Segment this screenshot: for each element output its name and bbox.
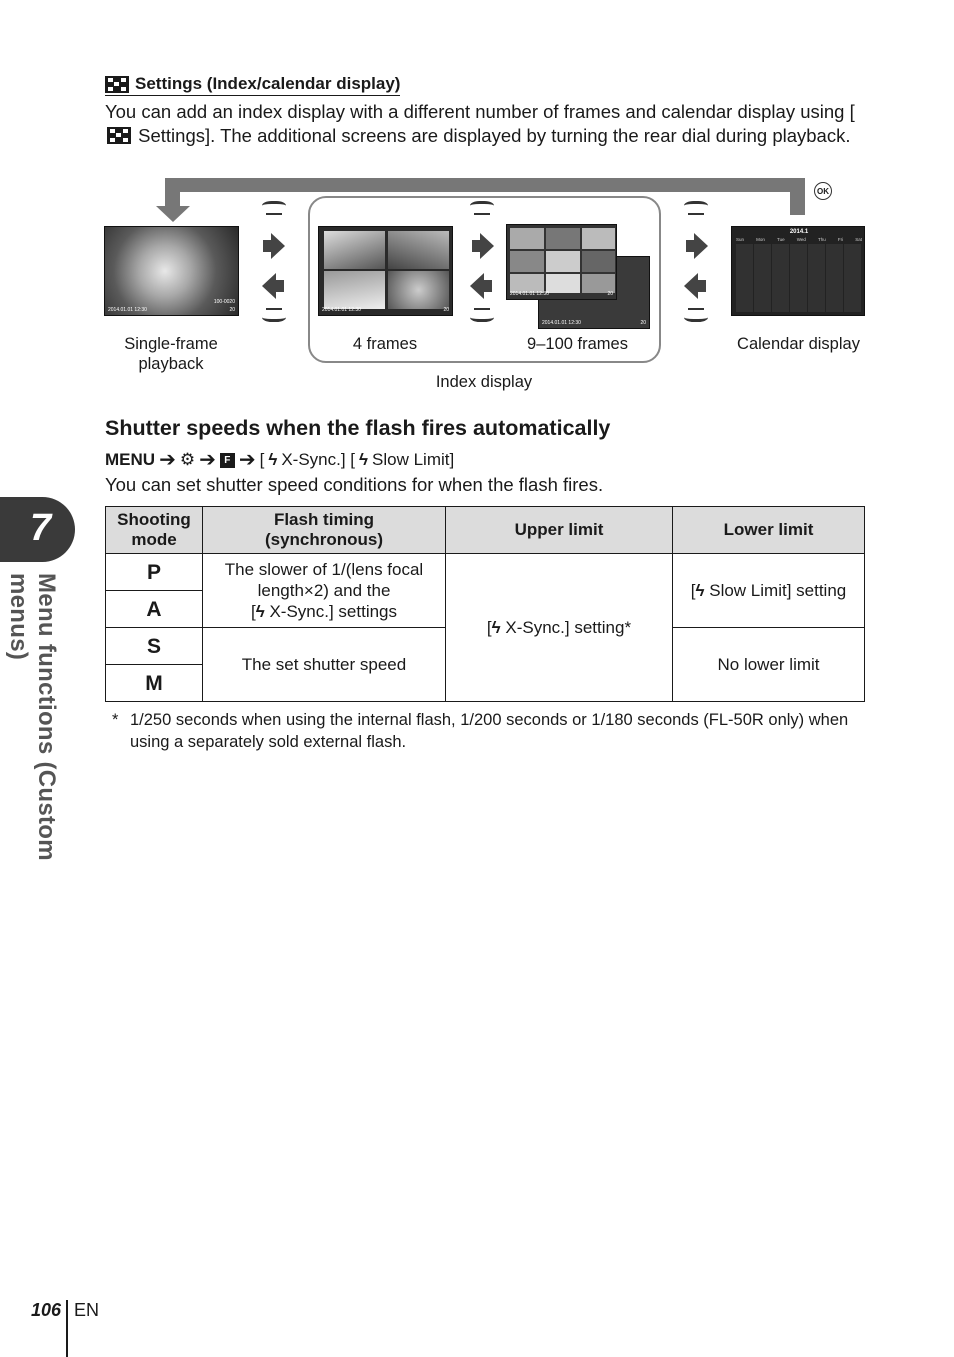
arrow-right-icon [686,240,694,252]
rear-dial-icon [262,310,286,322]
flash-icon: ϟ [359,450,369,469]
arrow-right-icon [472,240,480,252]
flash-icon: ϟ [255,602,265,621]
table-header-row [106,507,865,554]
arrow-right-icon [263,240,271,252]
calendar-grid [736,244,862,312]
calendar-day: Fri [837,237,844,242]
arrow-left-icon [262,273,276,299]
index-settings-intro [105,100,865,147]
upper-limit-value: [ϟ X-Sync.] setting* [446,554,673,702]
calendar-day: Thu [817,237,826,242]
rear-dial-icon [470,201,494,213]
menu-path [105,450,454,470]
single-frame-caption: Single-frame playback [124,335,218,373]
lower-limit-pa: [ϟ Slow Limit] setting [673,554,865,628]
header-lower-limit: Lower limit [673,507,865,554]
custom-menu-tab-icon: F [220,453,235,468]
header-upper-limit: Upper limit [446,507,673,554]
menu-xsync: X-Sync.] [ [281,450,356,469]
rear-dial-icon [684,201,708,213]
intro-part1: You can add an index display with a different number of frames and calendar display using [ [105,101,855,122]
menu-bracket: [ [259,450,265,469]
four-frames-date: 2014.01.01 12:30 [322,307,361,313]
return-loop-right [790,178,805,215]
mode-s: S [106,628,203,665]
menu-slow-limit: Slow Limit] [372,450,455,469]
single-frame-file: 100-0020 [213,299,235,305]
calendar-month: 2014.1 [789,229,809,235]
index-settings-heading [105,74,400,96]
flash-icon: ϟ [491,618,501,637]
calendar-day: Mon [756,237,765,242]
single-frame-count: 20 [229,307,235,313]
arrow-left-icon [484,280,492,292]
flash-timing-pa: The slower of 1/(lens focal length×2) and the [ϟ X-Sync.] settings [203,554,446,628]
menu-arrow-icon: ➔ [238,449,256,471]
four-frames-screen [318,226,453,316]
footnote [112,709,852,753]
chapter-number: 7 [30,507,52,549]
flash-icon: ϟ [268,450,278,469]
calendar-weekday-row [736,237,862,242]
single-frame-date: 2014.01.01 12:30 [108,307,147,313]
rear-dial-icon [262,201,286,213]
page-number: 106 [31,1300,62,1320]
return-loop-left [165,178,180,208]
mode-m: M [106,665,203,702]
intro-part2: Settings]. The additional screens are displayed by turning the rear dial during playback. [133,124,851,146]
index-settings-heading-text: Settings (Index/calendar display) [135,74,401,93]
calendar-screen [731,226,865,316]
multi-frames-count: 20 [607,291,613,297]
multi-frames-caption: 9–100 frames [527,335,628,353]
calendar-day: Sat [855,237,862,242]
footnote-mark: * [112,711,119,729]
index-grid-icon [105,76,129,93]
ok-button-icon: OK [814,182,832,200]
multi-frames-date-back: 2014.01.01 12:30 [542,320,581,326]
chapter-label: Menu functions (Custom menus) [5,573,60,861]
menu-arrow-icon: ➔ [159,449,176,471]
table-row [106,554,865,591]
header-flash-timing: Flash timing (synchronous) [203,507,446,554]
calendar-day: Sun [736,237,745,242]
index-grid-icon [107,127,131,144]
single-frame-screen [104,226,239,316]
arrow-right-icon [271,233,285,259]
four-frames-caption: 4 frames [352,335,418,353]
arrow-right-icon [694,233,708,259]
index-display-caption: Index display [435,373,533,391]
footer-rule [66,1300,68,1357]
multi-frames-count-back: 20 [640,320,646,326]
shutter-speed-table [105,506,865,702]
custom-menu-gear-icon: ⚙ [179,450,196,469]
header-shooting-mode: Shooting mode [106,507,203,554]
flash-icon: ϟ [695,581,705,600]
rear-dial-icon [684,310,708,322]
section-body: You can set shutter speed conditions for when the flash fires. [105,474,604,495]
calendar-caption: Calendar display [737,335,860,353]
arrow-right-icon [480,233,494,259]
arrow-left-icon [276,280,284,292]
nine-frames-screen [506,224,617,300]
rear-dial-icon [470,310,494,322]
return-loop-bar [165,178,805,192]
arrow-left-icon [698,280,706,292]
arrow-left-icon [470,273,484,299]
section-title: Shutter speeds when the flash fires automatically [105,416,611,440]
flash-timing-sm: The set shutter speed [203,628,446,702]
calendar-day: Tue [777,237,785,242]
four-frames-count: 20 [443,307,449,313]
arrow-left-icon [684,273,698,299]
footnote-text: 1/250 seconds when using the internal flash, 1/200 seconds or 1/180 seconds (FL-50R only) when using a separately sold external flash. [130,711,849,751]
multi-frames-date: 2014.01.01 12:30 [510,291,549,297]
mode-p: P [106,554,203,591]
menu-label: MENU [105,450,156,469]
menu-arrow-icon: ➔ [199,449,216,471]
calendar-day: Wed [796,237,806,242]
lower-limit-sm: No lower limit [673,628,865,702]
return-loop-arrowhead [156,206,190,222]
mode-a: A [106,591,203,628]
page-language: EN [74,1300,100,1320]
